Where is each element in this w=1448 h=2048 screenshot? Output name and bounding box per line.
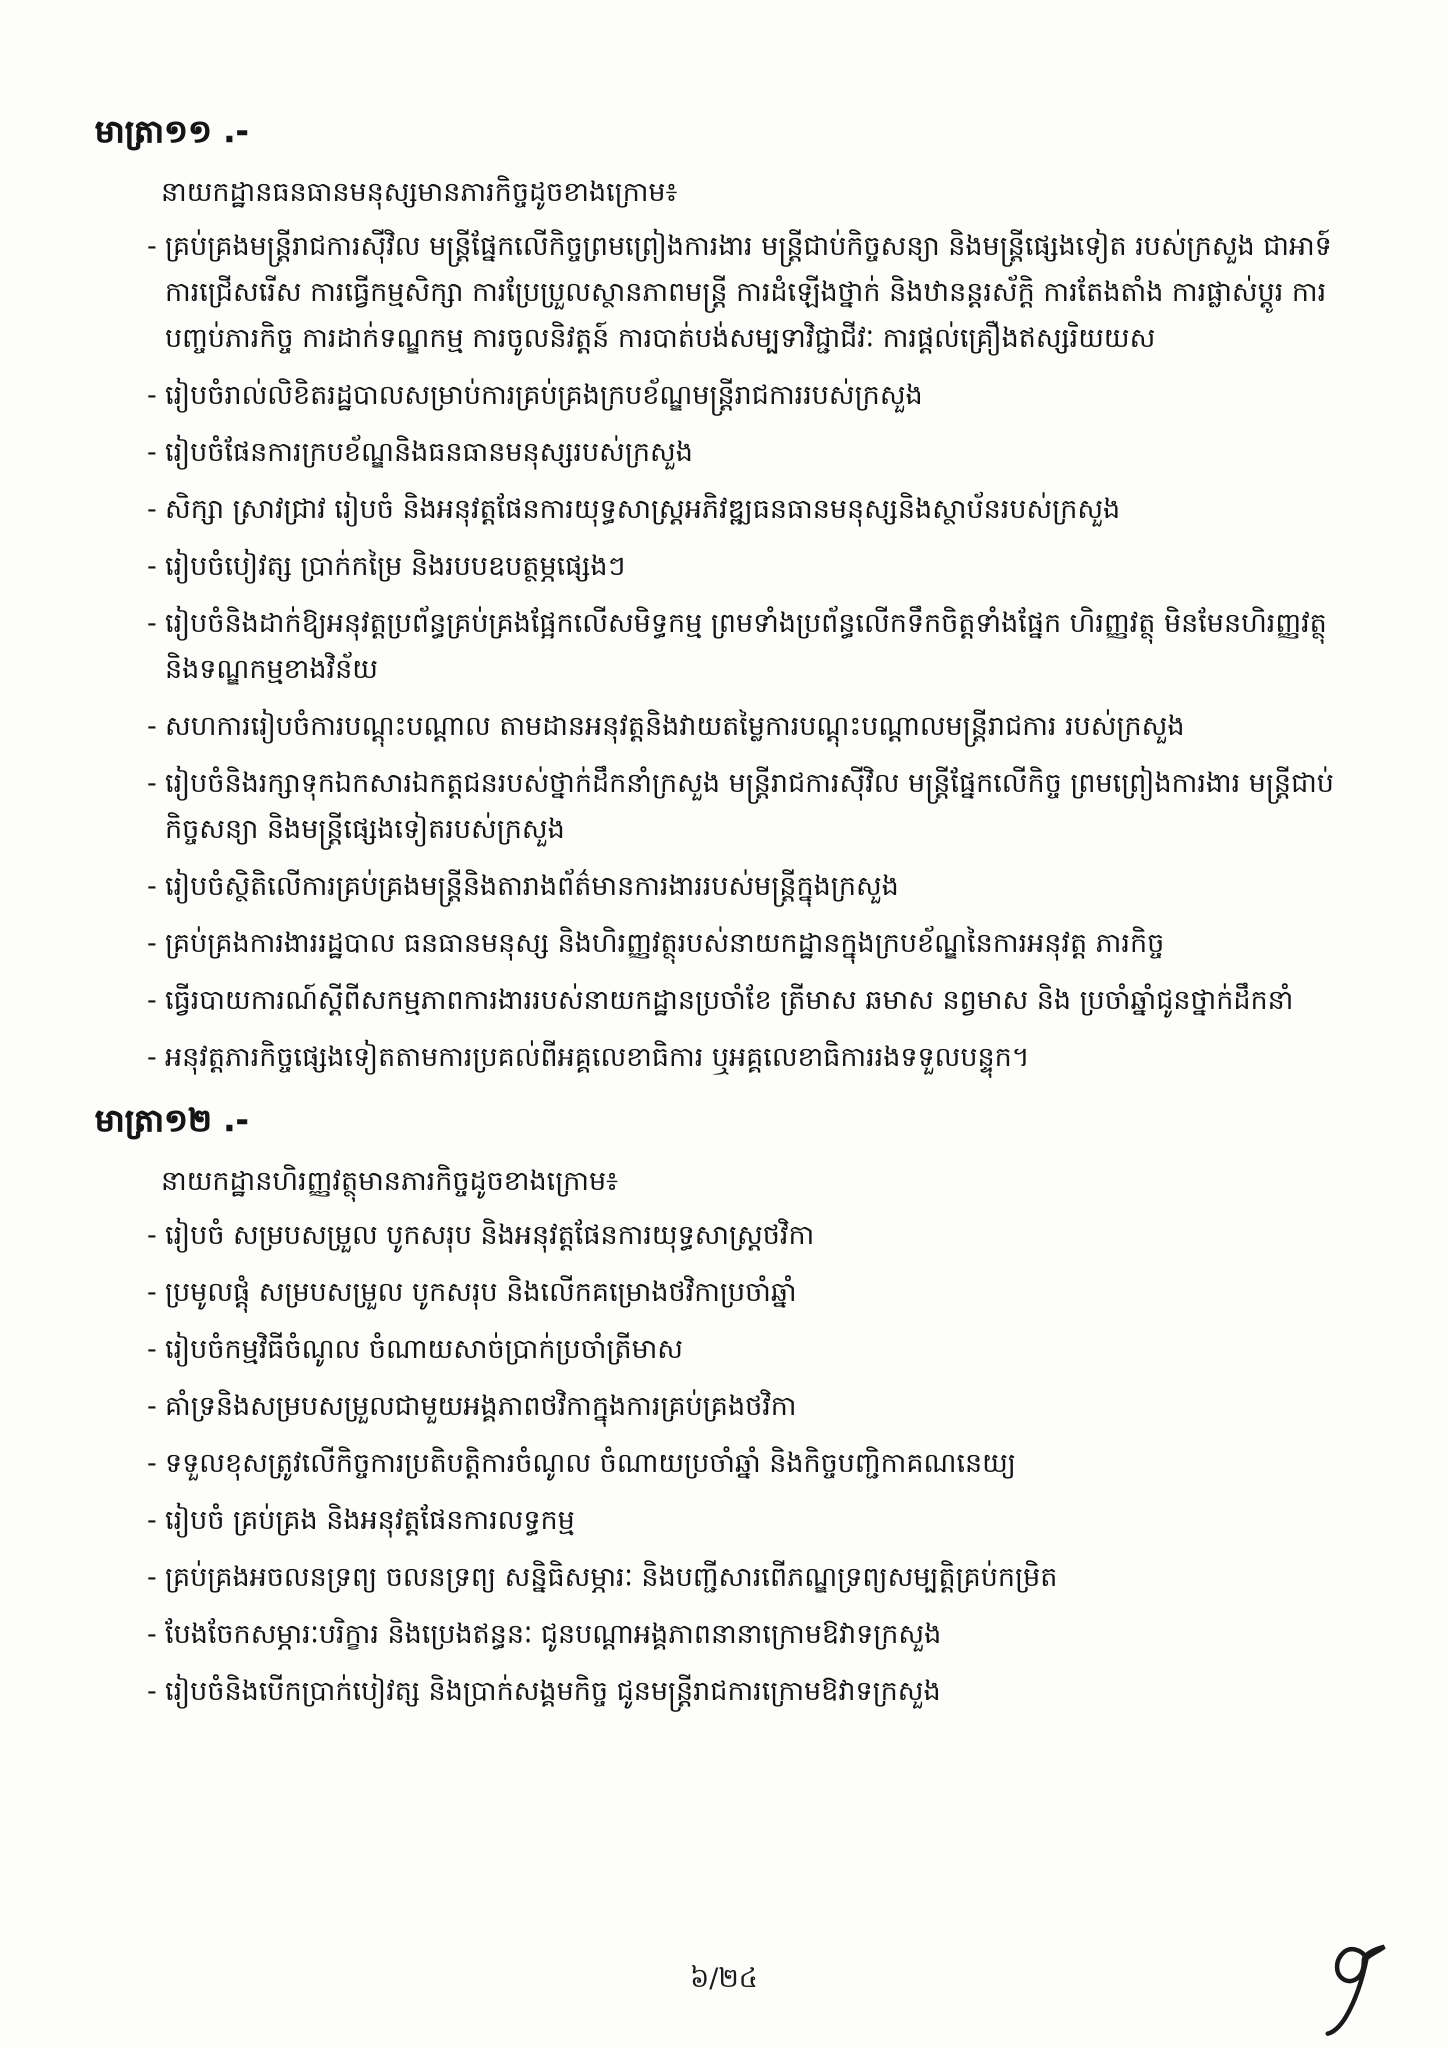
duty-text: សហការរៀបចំការបណ្តុះបណ្តាល តាមដានអនុវត្តនិងវាយតម្លៃការបណ្តុះបណ្តាលមន្ត្រីរាជការ របស់ក្រសួង <box>165 711 1185 742</box>
bullet-dash: - <box>147 494 157 525</box>
page-content <box>95 108 1364 1726</box>
bullet-dash: - <box>147 1042 157 1073</box>
duty-item <box>147 373 1364 419</box>
bullet-dash: - <box>147 608 157 639</box>
duty-text: ទទួលខុសត្រូវលើកិច្ចការប្រតិបត្តិការចំណូល ចំណាយប្រចាំឆ្នាំ និងកិច្ចបញ្ជិកាគណនេយ្យ <box>165 1448 1016 1479</box>
bullet-dash: - <box>147 1505 157 1536</box>
article-12 <box>95 1097 1364 1715</box>
duty-item <box>147 1270 1364 1316</box>
bullet-dash: - <box>147 985 157 1016</box>
duty-text: អនុវត្តភារកិច្ចផ្សេងទៀតតាមការប្រគល់ពីអគ្គលេខាធិការ ឬអគ្គលេខាធិការរងទទួលបន្ទុក។ <box>165 1042 1030 1073</box>
duty-text: រៀបចំនិងរក្សាទុកឯកសារឯកត្តជនរបស់ថ្នាក់ដឹកនាំក្រសួង មន្ត្រីរាជការស៊ីវិល មន្ត្រីផ្នែកលើកិច្ច ព្រមព្រៀងការងារ មន្ត្រីជាប់កិច្ចសន្យា និងមន្ត្រីផ្សេងទៀតរបស់ក្រសួង <box>165 768 1334 845</box>
article-12-heading: មាត្រា១២ .- <box>95 1103 250 1139</box>
duty-text: គ្រប់គ្រងមន្ត្រីរាជការស៊ីវិល មន្ត្រីផ្នែកលើកិច្ចព្រមព្រៀងការងារ មន្ត្រីជាប់កិច្ចសន្យា និងមន្ត្រីផ្សេងទៀត របស់ក្រសួង ជាអាទ៍ ការជ្រើសរើស ការធ្វើកម្មសិក្សា ការប្រែប្រួលស្ថានភាពមន្ត្រី ការដំឡើងថ្នាក់ និងឋានន្តរស័ក្តិ ការតែងតាំង ការផ្លាស់ប្តូរ ការបញ្ចប់ភារកិច្ច ការដាក់ទណ្ឌកម្ម ការចូលនិវត្តន៍ ការបាត់បង់សម្បទាវិជ្ជាជីវៈ ការផ្តល់គ្រឿងឥស្សរិយយស <box>165 231 1332 354</box>
duty-item <box>147 1441 1364 1487</box>
duty-item <box>147 1555 1364 1601</box>
duty-item <box>147 704 1364 750</box>
bullet-dash: - <box>147 1619 157 1650</box>
duty-item <box>147 430 1364 476</box>
duty-text: គាំទ្រនិងសម្របសម្រួលជាមួយអង្គភាពថវិកាក្នុងការគ្រប់គ្រងថវិកា <box>165 1391 797 1422</box>
duty-item <box>147 921 1364 967</box>
duty-item <box>147 1035 1364 1081</box>
bullet-dash: - <box>147 768 157 799</box>
bullet-dash: - <box>147 871 157 902</box>
duty-text: សិក្សា ស្រាវជ្រាវ រៀបចំ និងអនុវត្តផែនការយុទ្ធសាស្ត្រអភិវឌ្ឍធនធានមនុស្សនិងស្ថាប័នរបស់ក្រសួង <box>165 494 1121 525</box>
bullet-dash: - <box>147 1448 157 1479</box>
duty-text: រៀបចំកម្មវិធីចំណូល ចំណាយសាច់ប្រាក់ប្រចាំត្រីមាស <box>165 1334 683 1365</box>
bullet-dash: - <box>147 928 157 959</box>
duty-item <box>147 1327 1364 1373</box>
duty-item <box>147 1498 1364 1544</box>
duty-text: រៀបចំស្ថិតិលើការគ្រប់គ្រងមន្ត្រីនិងតារាងព័ត៌មានការងាររបស់មន្ត្រីក្នុងក្រសួង <box>165 871 899 902</box>
bullet-dash: - <box>147 1277 157 1308</box>
duty-text: គ្រប់គ្រងការងាររដ្ឋបាល ធនធានមនុស្ស និងហិរញ្ញវត្ថុរបស់នាយកដ្ឋានក្នុងក្របខ័ណ្ឌនៃការអនុវត្ត ភារកិច្ច <box>165 928 1165 959</box>
duty-item <box>147 978 1364 1024</box>
duty-text: ធ្វើរបាយការណ៍ស្តីពីសកម្មភាពការងាររបស់នាយកដ្ឋានប្រចាំខែ ត្រីមាស ឆមាស នព្វមាស និង ប្រចាំឆ្នាំជូនថ្នាក់ដឹកនាំ <box>165 985 1294 1016</box>
duty-item <box>147 601 1364 693</box>
article-12-duty-list <box>147 1213 1364 1715</box>
handwritten-initial <box>1299 1933 1397 2048</box>
duty-item <box>147 864 1364 910</box>
duty-item <box>147 1384 1364 1430</box>
duty-text: បែងចែកសម្ភារៈបរិក្ខារ និងប្រេងឥន្ធនៈ ជូនបណ្តាអង្គភាពនានាក្រោមឱវាទក្រសួង <box>165 1619 942 1650</box>
duty-item <box>147 1669 1364 1715</box>
bullet-dash: - <box>147 1676 157 1707</box>
duty-item <box>147 761 1364 853</box>
bullet-dash: - <box>147 711 157 742</box>
bullet-dash: - <box>147 1562 157 1593</box>
duty-text: រៀបចំនិងបើកប្រាក់បៀវត្ស និងប្រាក់សង្គមកិច្ច ជូនមន្ត្រីរាជការក្រោមឱវាទក្រសួង <box>165 1676 941 1707</box>
article-11-duty-list <box>147 224 1364 1081</box>
bullet-dash: - <box>147 551 157 582</box>
duty-text: ប្រមូលផ្តុំ សម្របសម្រួល បូកសរុប និងលើកគម្រោងថវិកាប្រចាំឆ្នាំ <box>165 1277 797 1308</box>
page-number: ៦/២៤ <box>690 1963 758 1994</box>
bullet-dash: - <box>147 1220 157 1251</box>
duty-text: រៀបចំ សម្របសម្រួល បូកសរុប និងអនុវត្តផែនការយុទ្ធសាស្ត្រថវិកា <box>165 1220 815 1251</box>
duty-text: រៀបចំនិងដាក់ឱ្យអនុវត្តប្រព័ន្ធគ្រប់គ្រងផ្អែកលើសមិទ្ធកម្ម ព្រមទាំងប្រព័ន្ធលើកទឹកចិត្តទាំងផ្នែក ហិរញ្ញវត្ថុ មិនមែនហិរញ្ញវត្ថុ និងទណ្ឌកម្មខាងវិន័យ <box>165 608 1327 685</box>
bullet-dash: - <box>147 1334 157 1365</box>
duty-item <box>147 224 1364 362</box>
article-11 <box>95 108 1364 1081</box>
duty-text: រៀបចំផែនការក្របខ័ណ្ឌនិងធនធានមនុស្សរបស់ក្រសួង <box>165 437 693 468</box>
duty-text: រៀបចំរាល់លិខិតរដ្ឋបាលសម្រាប់ការគ្រប់គ្រងក្របខ័ណ្ឌមន្ត្រីរាជការរបស់ក្រសួង <box>165 380 923 411</box>
bullet-dash: - <box>147 437 157 468</box>
bullet-dash: - <box>147 380 157 411</box>
duty-item <box>147 544 1364 590</box>
article-12-intro: នាយកដ្ឋានហិរញ្ញវត្ថុមានភារកិច្ចដូចខាងក្រោម៖ <box>161 1166 618 1197</box>
article-11-intro: នាយកដ្ឋានធនធានមនុស្សមានភារកិច្ចដូចខាងក្រោម៖ <box>161 177 678 208</box>
duty-item <box>147 1612 1364 1658</box>
article-11-heading: មាត្រា១១ .- <box>95 114 250 150</box>
duty-text: រៀបចំបៀវត្ស ប្រាក់កម្រៃ និងរបបឧបត្ថម្ភផ្សេងៗ <box>165 551 626 582</box>
duty-text: គ្រប់គ្រងអចលនទ្រព្យ ចលនទ្រព្យ សន្និធិសម្ភារៈ និងបញ្ជីសារពើភណ្ឌទ្រព្យសម្បត្តិគ្រប់កម្រិត <box>165 1562 1058 1593</box>
duty-item <box>147 1213 1364 1259</box>
duty-text: រៀបចំ គ្រប់គ្រង និងអនុវត្តផែនការលទ្ធកម្ម <box>165 1505 575 1536</box>
duty-item <box>147 487 1364 533</box>
bullet-dash: - <box>147 1391 157 1422</box>
bullet-dash: - <box>147 231 157 262</box>
